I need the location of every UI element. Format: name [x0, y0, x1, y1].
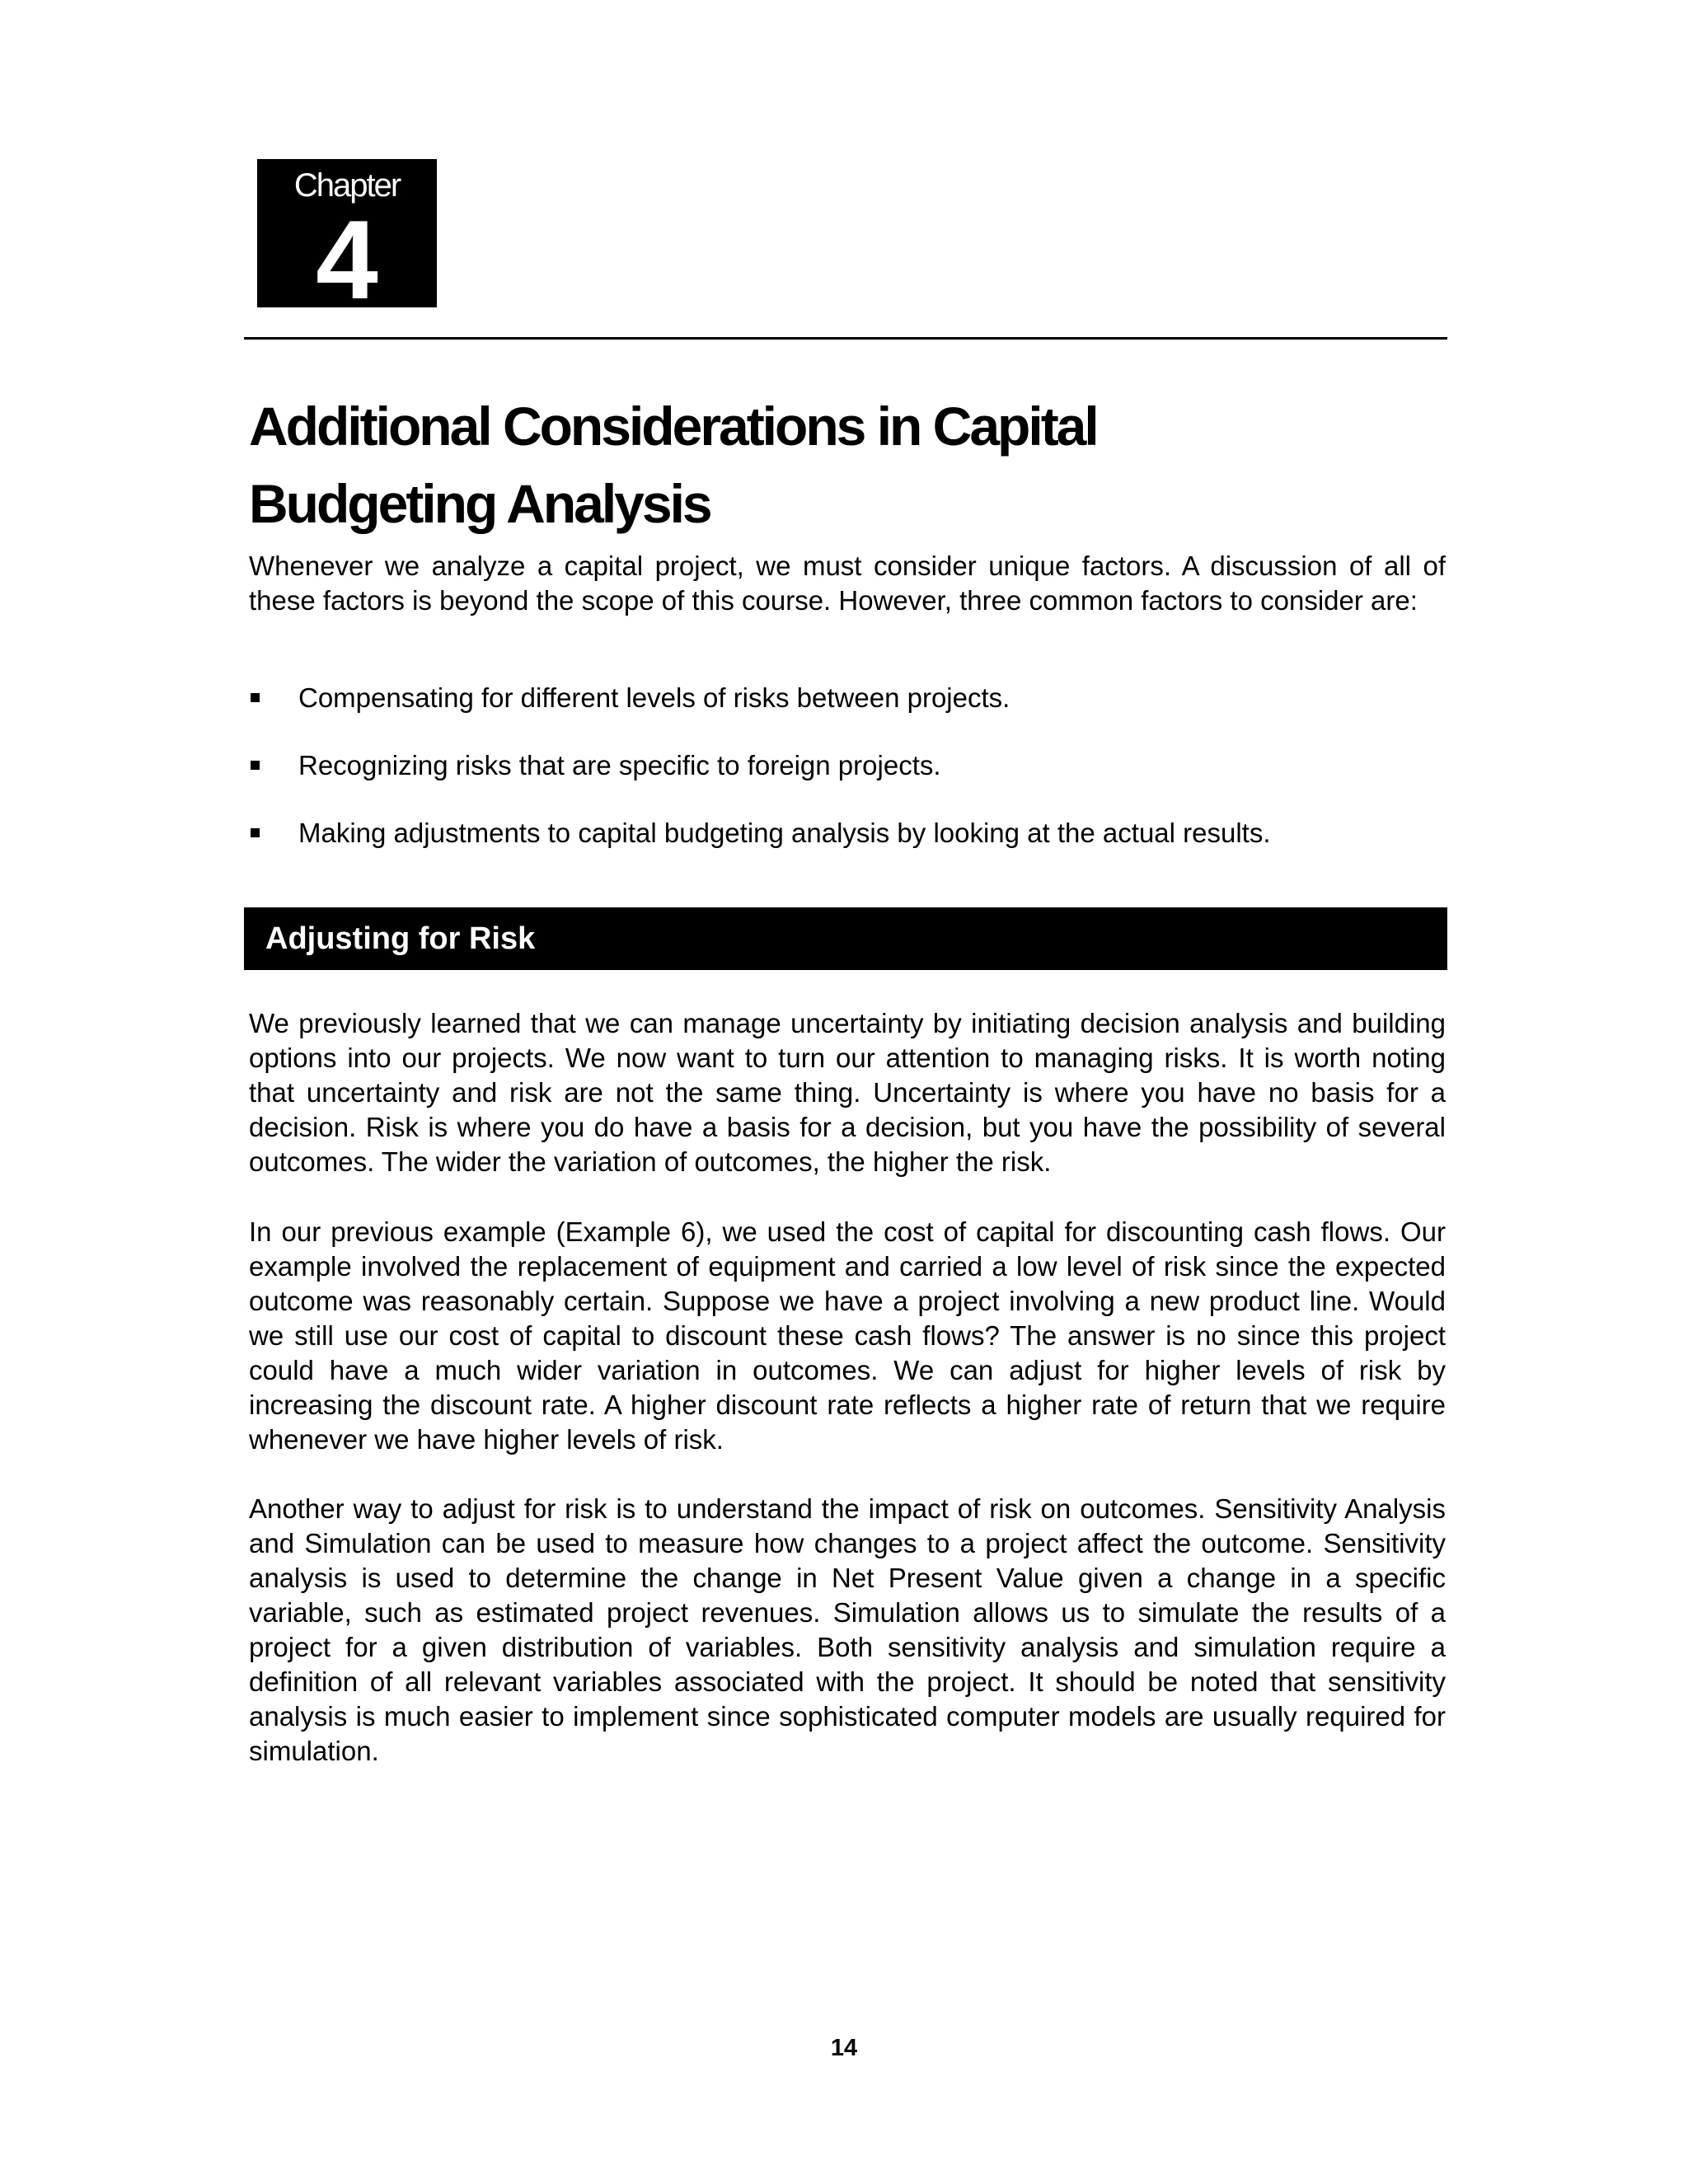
- chapter-label: Chapter: [293, 167, 401, 204]
- section-paragraph-3: Another way to adjust for risk is to understand the impact of risk on outcomes. Sensitivity Analysis and Simulation can be used to measure how changes to a project affect the outcome. Sensitivity analysis is used to determine the change in Net Present Value given a change in a specific variable, such as estimated project revenues. Simulation allows us to simulate the results of a project for a given distribution of variables. Both sensitivity analysis and simulation require a definition of all relevant variables associated with the project. It should be noted that sensitivity analysis is much easier to implement since sophisticated computer models are usually required for simulation.: [249, 1493, 1446, 1766]
- chapter-number: 4: [316, 197, 378, 322]
- square-bullet-icon: [251, 828, 260, 837]
- square-bullet-icon: [251, 761, 260, 770]
- header-divider: [244, 337, 1447, 340]
- section-paragraph-1: We previously learned that we can manage uncertainty by initiating decision analysis and building options into our projects. We now want to turn our attention to managing risks. It is worth noting that uncertainty and risk are not the same thing. Uncertainty is where you have no basis for a decision. Risk is where you do have a basis for a decision, but you have the possibility of several outcomes. The wider the variation of outcomes, the higher the risk.: [249, 1008, 1446, 1177]
- chapter-title-line-2: Budgeting Analysis: [249, 473, 710, 534]
- list-item-text: Compensating for different levels of risks between projects.: [298, 682, 1010, 713]
- factor-list: [249, 681, 1446, 883]
- list-item: [249, 681, 1446, 715]
- page-number: 14: [830, 2035, 858, 2061]
- chapter-title-line-1: Additional Considerations in Capital: [249, 396, 1097, 457]
- chapter-title: [249, 387, 1452, 542]
- list-item-text: Recognizing risks that are specific to foreign projects.: [298, 750, 941, 780]
- square-bullet-icon: [251, 693, 260, 702]
- list-item: [249, 748, 1446, 783]
- chapter-badge: [257, 159, 437, 322]
- list-item-text: Making adjustments to capital budgeting analysis by looking at the actual results.: [298, 818, 1271, 848]
- section-header-bar: [244, 907, 1447, 970]
- intro-paragraph: Whenever we analyze a capital project, we must consider unique factors. A discussion of all of these factors is beyond the scope of this course. However, three common factors to consider are:: [249, 551, 1446, 616]
- section-title: Adjusting for Risk: [265, 921, 536, 956]
- section-paragraph-2: In our previous example (Example 6), we used the cost of capital for discounting cash flows. Our example involved the replacement of equipment and carried a low level of risk since the expected outcome was reasonably certain. Suppose we have a project involving a new product line. Would we still use our cost of capital to discount these cash flows? The answer is no since this project could have a much wider variation in outcomes. We can adjust for higher levels of risk by increasing the discount rate. A higher discount rate reflects a higher rate of return that we require whenever we have higher levels of risk.: [249, 1216, 1446, 1455]
- list-item: [249, 816, 1446, 851]
